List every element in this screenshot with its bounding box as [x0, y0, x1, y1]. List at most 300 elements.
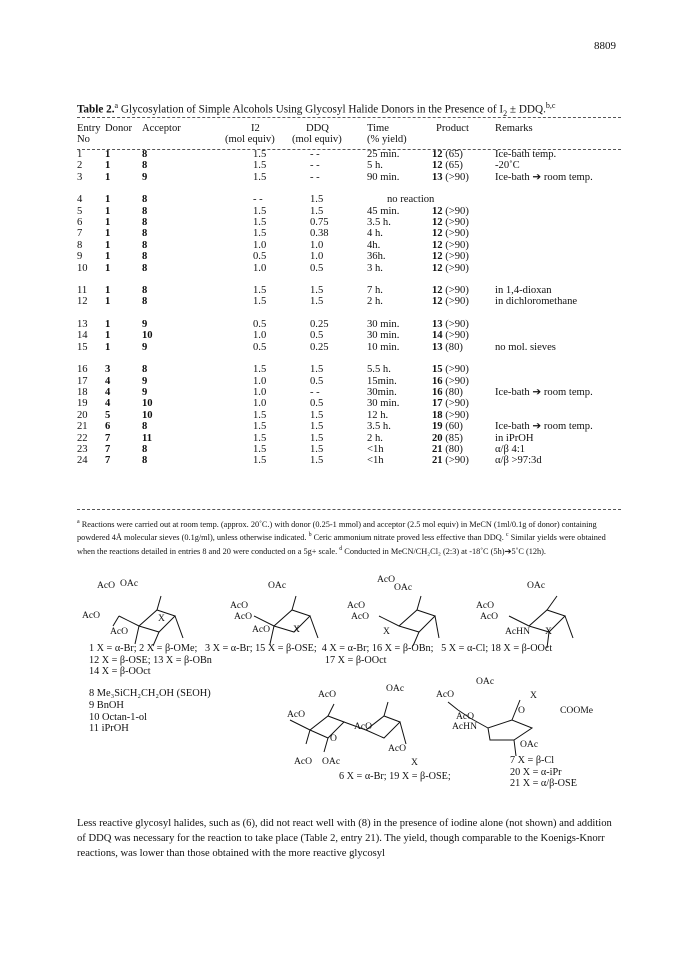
table-label: Table 2.: [77, 103, 115, 116]
product-yield: (>90): [445, 171, 469, 183]
product-cell: [426, 251, 495, 262]
acceptor-cell: 9: [142, 375, 148, 387]
donor-cell: 4: [105, 398, 111, 410]
i2-cell: 1.5: [253, 455, 267, 467]
acceptor-cell: 8: [142, 160, 148, 172]
donor-cell: 7: [105, 432, 111, 444]
acceptor-cell: 8: [142, 285, 148, 297]
atom-label: O: [330, 733, 337, 744]
entry-cell: 2: [77, 160, 83, 172]
i2-cell: 1.5: [253, 171, 267, 183]
table-row: [77, 342, 621, 353]
atom-label: AcO: [234, 611, 253, 622]
donor-cell: 4: [105, 375, 111, 387]
remarks-cell: α/β >97:3d: [495, 455, 542, 467]
product-cell: [426, 444, 495, 455]
table-row: [77, 330, 621, 341]
caption-7: 7 X = β-Cl 20 X = α-iPr 21 X = α/β-OSE: [510, 755, 577, 790]
time-cell: <1h: [367, 455, 384, 467]
ddq-cell: 1.5: [310, 205, 324, 217]
atom-label: OAc: [120, 578, 139, 589]
donor-cell: 1: [105, 251, 111, 263]
table-bottom-rule: [77, 509, 621, 510]
table-row: [77, 296, 621, 307]
donor-cell: 6: [105, 421, 111, 433]
remarks-cell: Ice-bath ➔ room temp.: [495, 386, 593, 398]
i2-cell: 1.5: [253, 285, 267, 297]
table-row: [77, 319, 621, 330]
remarks-cell: in iPrOH: [495, 432, 534, 444]
atom-label: AcO: [388, 743, 407, 754]
product-number: 16: [432, 386, 443, 398]
product-number: 12: [432, 160, 443, 172]
product-number: 13: [432, 341, 443, 353]
entry-cell: 14: [77, 330, 88, 342]
remarks-cell: [495, 217, 621, 228]
structure-captions: 1 X = α-Br; 2 X = β-OMe; 3 X = α-Br; 15 X = β-OSE; 4 X = α-Br; 16 X = β-OBn; 5 X = α-Cl; 18 X = β-OOct 12 X = β-OSE; 13 X = β-OBn 17 X = β-OOct 14 X = β-OOct: [89, 643, 553, 678]
atom-label: AcO: [476, 600, 495, 611]
remarks-cell: [495, 251, 621, 262]
product-number: 21: [432, 443, 443, 455]
structure-3: [254, 596, 318, 644]
product-cell: [426, 433, 495, 444]
ddq-cell: 1.5: [310, 455, 324, 467]
table-row: [77, 433, 621, 444]
entry-cell: 17: [77, 375, 88, 387]
ddq-cell: 0.5: [310, 262, 324, 274]
atom-label: OAc: [520, 739, 539, 750]
i2-cell: 1.5: [253, 149, 267, 160]
product-cell: [426, 421, 495, 432]
product-number: 12: [432, 296, 443, 308]
acceptor-item: 11 iPrOH: [89, 723, 129, 735]
acceptor-item: 9 BnOH: [89, 699, 124, 711]
product-yield: (65): [445, 149, 463, 160]
product-cell: [426, 296, 495, 307]
entry-cell: 24: [77, 455, 88, 467]
table-title: [77, 101, 622, 118]
remarks-cell: [495, 240, 621, 251]
product-number: 12: [432, 239, 443, 251]
donor-cell: 1: [105, 341, 111, 353]
product-cell: [426, 410, 495, 421]
product-number: 12: [432, 262, 443, 274]
table-row: [77, 421, 621, 432]
entry-cell: 11: [77, 285, 88, 297]
atom-label: AcO: [82, 610, 101, 621]
ddq-cell: 1.0: [310, 239, 324, 251]
product-yield: (>90): [445, 262, 469, 274]
i2-cell: 0.5: [253, 318, 267, 330]
donor-cell: 1: [105, 228, 111, 240]
product-yield: (>90): [445, 455, 469, 467]
acceptor-cell: 9: [142, 341, 148, 353]
table-row: [77, 285, 621, 296]
time-cell: 2 h.: [367, 432, 383, 444]
remarks-cell: [495, 376, 621, 387]
acceptor-list: [89, 688, 211, 735]
table-row: [77, 228, 621, 239]
acceptor-cell: 10: [142, 330, 153, 342]
glycosylation-table: [77, 123, 621, 467]
time-cell: 45 min.: [367, 205, 400, 217]
atom-label: AcO: [318, 689, 337, 700]
table-row: [77, 206, 621, 217]
product-yield: (85): [445, 432, 463, 444]
i2-cell: 1.0: [253, 386, 267, 398]
product-yield: (>90): [445, 205, 469, 217]
title-sub: 2: [503, 108, 508, 118]
table-row: [77, 364, 621, 375]
product-yield: (>90): [445, 251, 469, 263]
product-number: 12: [432, 285, 443, 297]
remarks-cell: [495, 319, 621, 330]
atom-label: AcO: [97, 580, 116, 591]
atom-label: OAc: [386, 683, 405, 694]
acceptor-item: 8 Me₃SiCH₂CH₂OH (SEOH): [89, 688, 211, 699]
time-cell: 25 min.: [367, 149, 400, 160]
i2-cell: 1.5: [253, 228, 267, 240]
time-cell: 30 min.: [367, 330, 400, 342]
product-cell: [426, 330, 495, 341]
entry-cell: 10: [77, 262, 88, 274]
table-row: [77, 444, 621, 455]
product-yield: (>90): [445, 217, 469, 229]
atom-label: AcO: [230, 600, 249, 611]
entry-cell: 5: [77, 205, 83, 217]
product-yield: (65): [445, 160, 463, 172]
time-cell: 3.5 h.: [367, 217, 391, 229]
product-number: 12: [432, 217, 443, 229]
ddq-cell: 0.5: [310, 398, 324, 410]
product-cell: [426, 149, 495, 160]
atom-label: AcHN: [452, 721, 478, 732]
i2-cell: 1.0: [253, 398, 267, 410]
structure-4: [379, 596, 439, 646]
remarks-cell: α/β 4:1: [495, 443, 526, 455]
table-row: [77, 410, 621, 421]
time-cell: 2 h.: [367, 296, 383, 308]
entry-cell: 18: [77, 386, 88, 398]
table-row: [77, 455, 621, 466]
ddq-cell: - -: [310, 171, 320, 183]
atom-label: AcO: [294, 756, 313, 767]
atom-label: OAc: [268, 580, 287, 591]
atom-label: X: [530, 690, 537, 701]
acceptor-cell: 8: [142, 194, 148, 206]
product-yield: (>90): [445, 318, 469, 330]
group-gap: [77, 353, 621, 364]
atom-label: OAc: [527, 580, 546, 591]
i2-cell: 1.0: [253, 239, 267, 251]
product-cell: [426, 228, 495, 239]
donor-cell: 4: [105, 386, 111, 398]
product-cell: [426, 319, 495, 330]
product-number: 13: [432, 318, 443, 330]
product-number: 14: [432, 330, 443, 342]
acceptor-cell: 8: [142, 421, 148, 433]
time-cell: 36h.: [367, 251, 386, 263]
time-cell: 30 min.: [367, 318, 400, 330]
donor-cell: 1: [105, 318, 111, 330]
acceptor-cell: 8: [142, 364, 148, 376]
entry-cell: 13: [77, 318, 88, 330]
remarks-cell: in dichloromethane: [495, 296, 578, 308]
ddq-cell: 1.5: [310, 443, 324, 455]
product-number: 12: [432, 251, 443, 263]
title-footnote-mark: a: [114, 101, 119, 110]
product-number: 13: [432, 171, 443, 183]
product-yield: (>90): [445, 239, 469, 251]
time-cell: 90 min.: [367, 171, 400, 183]
table-row: [77, 149, 621, 160]
atom-label: AcO: [347, 600, 366, 611]
remarks-cell: [495, 330, 621, 341]
product-cell: [426, 376, 495, 387]
structure-1: [113, 596, 183, 646]
atom-label: AcO: [287, 709, 306, 720]
table-row: [77, 387, 621, 398]
product-yield: (>90): [445, 330, 469, 342]
product-yield: (>90): [445, 409, 469, 421]
ddq-cell: 1.5: [310, 421, 324, 433]
remarks-cell: [495, 228, 621, 239]
product-number: 20: [432, 432, 443, 444]
product-yield: (>90): [445, 228, 469, 240]
donor-cell: 1: [105, 296, 111, 308]
product-number: 19: [432, 421, 443, 433]
body-paragraph: Less reactive glycosyl halides, such as (6), did not react well with (8) in the presence of iodine alone (not shown) and addition of DDQ was necessary for the reaction to take place (Table 2, entry 21). The yield, though comparable to the Koenigs-Knorr reactions, was lower than those obtained with the more reactive glycosyl: [77, 818, 612, 859]
product-number: 12: [432, 205, 443, 217]
group-gap: [77, 183, 621, 194]
entry-cell: 22: [77, 432, 88, 444]
donor-cell: 1: [105, 205, 111, 217]
i2-cell: 1.5: [253, 409, 267, 421]
col-entry: Entry No: [77, 123, 101, 146]
acceptor-cell: 9: [142, 318, 148, 330]
entry-cell: 19: [77, 398, 88, 410]
i2-cell: 1.5: [253, 432, 267, 444]
table-top-rule: [77, 117, 621, 118]
product-yield: (80): [445, 386, 463, 398]
atom-label: X: [158, 613, 165, 624]
ddq-cell: 1.5: [310, 409, 324, 421]
table-row: [77, 251, 621, 262]
donor-cell: 1: [105, 171, 111, 183]
remarks-cell: in 1,4-dioxan: [495, 285, 552, 297]
col-remarks: Remarks: [495, 123, 533, 134]
acceptor-cell: 8: [142, 251, 148, 263]
i2-cell: 1.5: [253, 421, 267, 433]
entry-cell: 1: [77, 149, 83, 160]
ddq-cell: 1.5: [310, 296, 324, 308]
product-cell: [426, 217, 495, 228]
atom-label: AcO: [436, 689, 455, 700]
remarks-cell: Ice-bath ➔ room temp.: [495, 171, 593, 183]
acceptor-cell: 8: [142, 149, 148, 160]
entry-cell: 4: [77, 194, 83, 206]
acceptor-cell: 10: [142, 409, 153, 421]
product-number: 12: [432, 149, 443, 160]
product-yield: (>90): [445, 364, 469, 376]
col-i2: I2 (mol equiv): [225, 123, 275, 146]
ddq-cell: 0.38: [310, 228, 329, 240]
table-row: [77, 240, 621, 251]
time-cell: 4h.: [367, 239, 381, 251]
atom-label: AcO: [456, 711, 475, 722]
ddq-cell: 0.25: [310, 341, 329, 353]
product-cell: [426, 172, 495, 183]
table-row: [77, 172, 621, 183]
donor-cell: 1: [105, 160, 111, 172]
i2-cell: 1.5: [253, 160, 267, 172]
acceptor-cell: 10: [142, 398, 153, 410]
time-cell: 30min.: [367, 386, 397, 398]
entry-cell: 8: [77, 239, 83, 251]
time-cell: <1h: [367, 443, 384, 455]
ddq-cell: 0.5: [310, 375, 324, 387]
product-yield: (80): [445, 341, 463, 353]
i2-cell: 1.5: [253, 364, 267, 376]
i2-cell: 0.5: [253, 251, 267, 263]
table-row: [77, 376, 621, 387]
product-number: 17: [432, 398, 443, 410]
donor-cell: 3: [105, 364, 111, 376]
donor-cell: 1: [105, 285, 111, 297]
product-number: 12: [432, 228, 443, 240]
atom-label: AcO: [110, 626, 129, 637]
entry-cell: 16: [77, 364, 88, 376]
atom-label: AcO: [377, 574, 396, 585]
page-number: 8809: [594, 40, 616, 52]
product-number: 18: [432, 409, 443, 421]
product-cell: [426, 206, 495, 217]
ddq-cell: 1.5: [310, 432, 324, 444]
acceptor-cell: 8: [142, 296, 148, 308]
product-yield: (>90): [445, 375, 469, 387]
remarks-cell: [495, 206, 621, 217]
ddq-cell: 1.0: [310, 251, 324, 263]
ddq-cell: - -: [310, 386, 320, 398]
atom-label: AcO: [480, 611, 499, 622]
col-donor: Donor: [105, 123, 133, 134]
time-cell: no reaction: [387, 194, 435, 206]
i2-cell: 0.5: [253, 341, 267, 353]
title-tail: ± DDQ.: [507, 103, 546, 116]
i2-cell: 1.5: [253, 205, 267, 217]
remarks-cell: -20˚C: [495, 160, 520, 172]
table-row: [77, 263, 621, 274]
table-body: [77, 149, 621, 467]
acceptor-cell: 8: [142, 228, 148, 240]
ddq-cell: 0.25: [310, 318, 329, 330]
time-cell: 5 h.: [367, 160, 383, 172]
donor-cell: 5: [105, 409, 111, 421]
product-number: 21: [432, 455, 443, 467]
i2-cell: 1.0: [253, 262, 267, 274]
atom-label: AcO: [351, 611, 370, 622]
atom-label: AcO: [354, 721, 373, 732]
atom-label: COOMe: [560, 705, 594, 716]
acceptor-cell: 8: [142, 205, 148, 217]
product-yield: (>90): [445, 398, 469, 410]
product-yield: (80): [445, 443, 463, 455]
entry-cell: 20: [77, 409, 88, 421]
table-row: [77, 217, 621, 228]
entry-cell: 3: [77, 171, 83, 183]
time-cell: 3.5 h.: [367, 421, 391, 433]
product-yield: (>90): [445, 296, 469, 308]
atom-label: X: [293, 624, 300, 635]
remarks-cell: [495, 364, 621, 375]
time-cell: 10 min.: [367, 341, 400, 353]
ddq-cell: 1.5: [310, 364, 324, 376]
i2-cell: 1.0: [253, 330, 267, 342]
product-cell: [426, 364, 495, 375]
donor-cell: 7: [105, 443, 111, 455]
time-cell: 5.5 h.: [367, 364, 391, 376]
i2-cell: 1.5: [253, 443, 267, 455]
product-cell: [426, 240, 495, 251]
time-cell: 3 h.: [367, 262, 383, 274]
ddq-cell: 1.5: [310, 194, 324, 206]
group-gap: [77, 274, 621, 285]
atom-label: O: [518, 705, 525, 716]
acceptor-cell: 11: [142, 432, 153, 444]
acceptor-cell: 8: [142, 262, 148, 274]
table-row: [77, 160, 621, 171]
i2-cell: 1.5: [253, 296, 267, 308]
acceptor-cell: 9: [142, 171, 148, 183]
donor-cell: 1: [105, 239, 111, 251]
product-yield: (60): [445, 421, 463, 433]
product-cell: [426, 387, 495, 398]
atom-label: X: [411, 757, 418, 768]
ddq-cell: 0.5: [310, 330, 324, 342]
acceptor-cell: 8: [142, 455, 148, 467]
entry-cell: 6: [77, 217, 83, 229]
col-product: Product: [436, 123, 469, 134]
acceptor-cell: 8: [142, 239, 148, 251]
atom-label: OAc: [394, 582, 413, 593]
atom-label: AcHN: [505, 626, 531, 637]
entry-cell: 9: [77, 251, 83, 263]
time-cell: 30 min.: [367, 398, 400, 410]
entry-cell: 15: [77, 341, 88, 353]
table-footnotes: $^a$ Reactions were carried out at room temp. (approx. 20˚C.) with donor (0.25-1 mmol) and acceptor (2.5 mol equiv) in MeCN (1ml/0.1g of donor) containing powdered 4Å molecular sieves (0.1g/ml), unless otherwise indicated. $^b$ Ceric ammonium nitrate proved less effective than DDQ. $^c$ Similar yields were obtained when the reactions detailed in entries 8 and 20 were conducted on a 5g+ scale. $^d$ Conducted in MeCN/CH₂Cl₂ (2:3) at -18˚C (5h)➔5˚C (12h).: [77, 519, 606, 556]
atom-label: AcO: [252, 624, 271, 635]
remarks-cell: no mol. sieves: [495, 341, 556, 353]
product-cell: [426, 285, 495, 296]
product-cell: [426, 160, 495, 171]
acceptor-cell: 9: [142, 386, 148, 398]
ddq-cell: - -: [310, 149, 320, 160]
remarks-cell: [495, 398, 621, 409]
i2-cell: 1.5: [253, 217, 267, 229]
remarks-cell: [495, 410, 621, 421]
acceptor-cell: 8: [142, 443, 148, 455]
remarks-cell: Ice-bath ➔ room temp.: [495, 421, 593, 433]
table-title-text: Glycosylation of Simple Alcohols Using Glycosyl Halide Donors in the Presence of I: [120, 103, 504, 116]
group-gap: [77, 308, 621, 319]
product-cell: [426, 263, 495, 274]
donor-cell: 1: [105, 330, 111, 342]
atom-label: X: [383, 626, 390, 637]
acceptor-cell: 8: [142, 217, 148, 229]
time-cell: 7 h.: [367, 285, 383, 297]
time-cell: 15min.: [367, 375, 397, 387]
col-time: Time (% yield): [367, 123, 407, 146]
